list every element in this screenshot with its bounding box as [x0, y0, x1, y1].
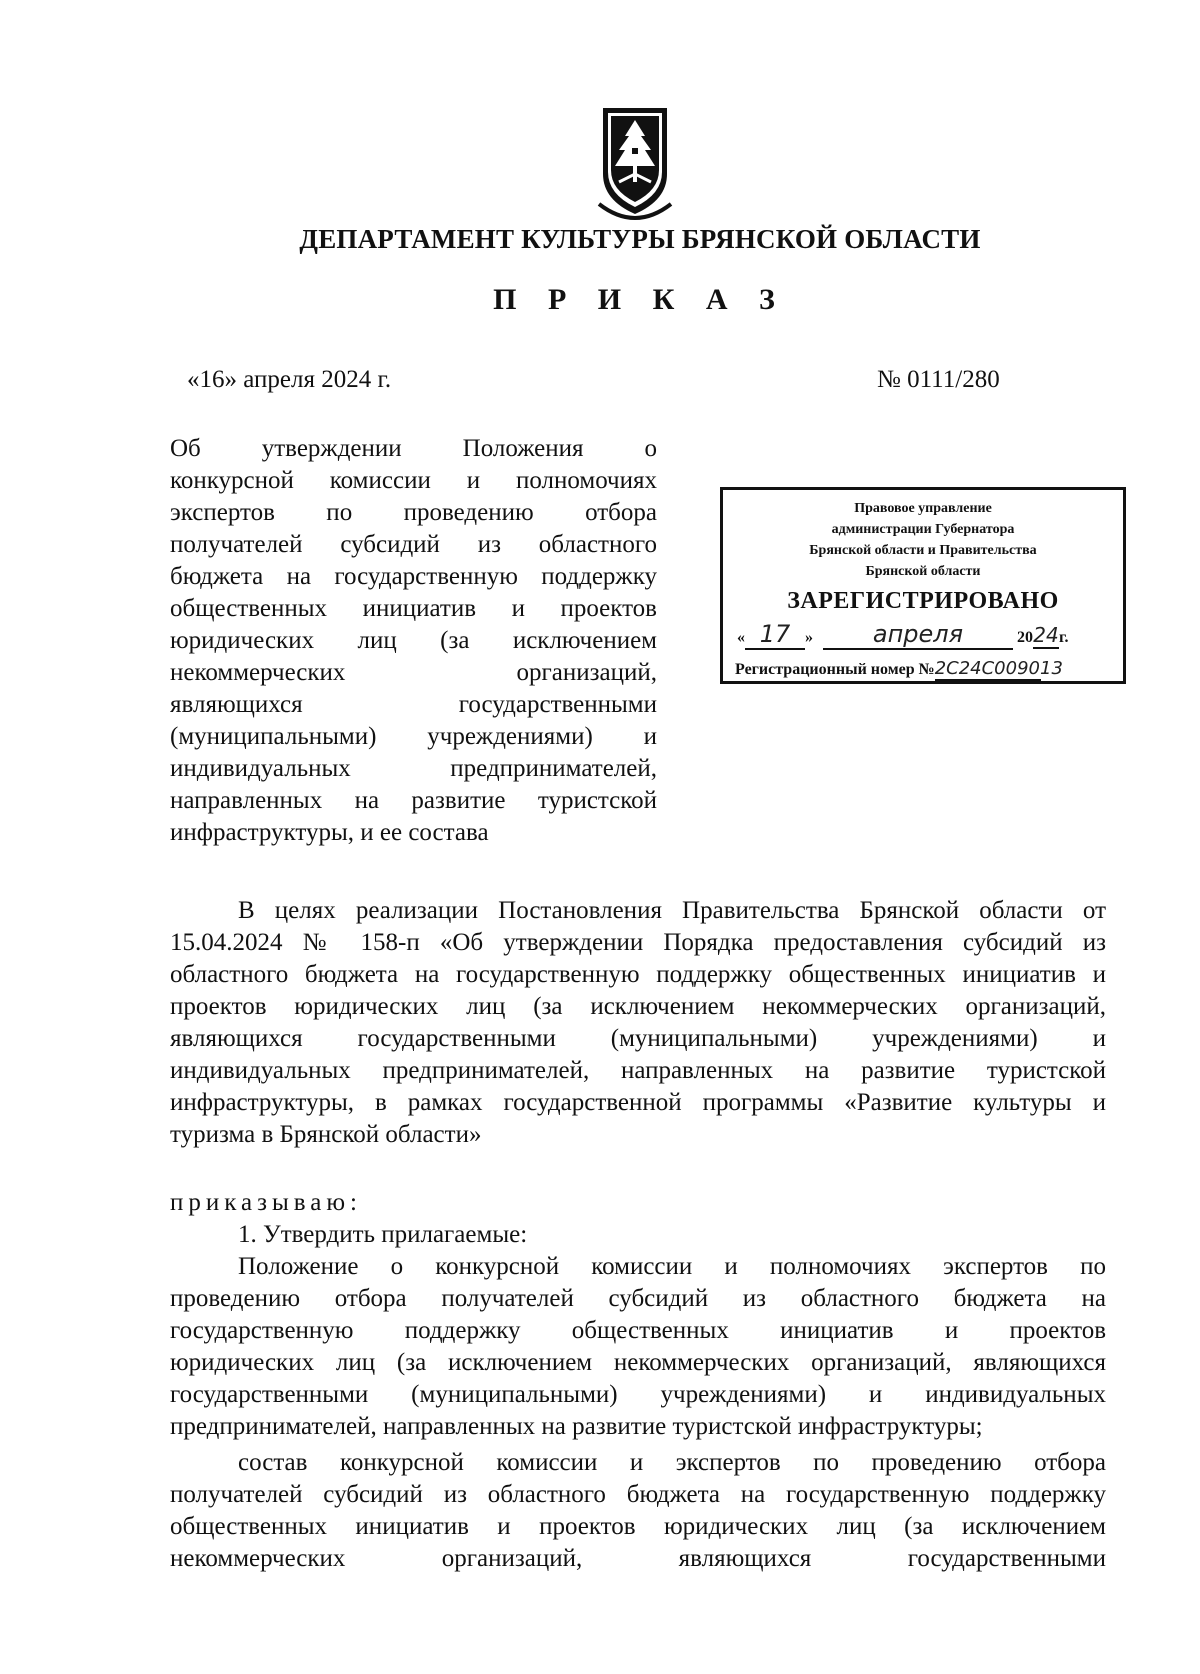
position-line: государственную поддержку общественных инициатив и проектов	[170, 1317, 1106, 1344]
stamp-quote-close: »	[805, 629, 813, 646]
position-line: предпринимателей, направленных на развитие туристской инфраструктуры;	[170, 1413, 983, 1440]
preamble-paragraph	[170, 895, 1106, 1151]
preamble-line: являющихся государственными (муниципальными) учреждениями) и	[170, 1025, 1106, 1052]
department-title: ДЕПАРТАМЕНТ КУЛЬТУРЫ БРЯНСКОЙ ОБЛАСТИ	[299, 224, 981, 254]
subject-line: экспертов по проведению отбора	[170, 499, 657, 526]
stamp-organization	[723, 498, 1123, 582]
stamp-reg-number-handwritten: 2С24С009013	[934, 658, 1063, 679]
stamp-reg-label: Регистрационный номер №	[735, 661, 935, 678]
composition-line: общественных инициатив и проектов юридических лиц (за исключением	[170, 1513, 1106, 1540]
order-subject	[170, 433, 657, 849]
position-line: государственными (муниципальными) учреждениями) и индивидуальных	[170, 1381, 1106, 1408]
position-line: юридических лиц (за исключением некоммерческих организаций, являющихся	[170, 1349, 1106, 1376]
order-item-1: 1. Утвердить прилагаемые:	[238, 1221, 528, 1248]
subject-line: направленных на развитие туристской	[170, 787, 657, 814]
stamp-quote-open: «	[737, 629, 745, 646]
position-line: проведению отбора получателей субсидий из областного бюджета на	[170, 1285, 1106, 1312]
preamble-line: В целях реализации Постановления Правительства Брянской области от	[238, 897, 1106, 924]
coat-of-arms-emblem	[597, 104, 673, 224]
subject-line: некоммерческих организаций,	[170, 659, 657, 686]
order-date: «16» апреля 2024 г.	[187, 366, 392, 393]
stamp-date-line	[737, 620, 1117, 650]
composition-line: получателей субсидий из областного бюджета на государственную поддержку	[170, 1481, 1106, 1508]
subject-line: (муниципальными) учреждениями) и	[170, 723, 657, 750]
subject-line: индивидуальных предпринимателей,	[170, 755, 657, 782]
stamp-year-prefix: 20	[1017, 629, 1033, 646]
stamp-day-handwritten: 17	[759, 620, 791, 648]
registration-stamp	[720, 487, 1126, 684]
subject-line: Об утверждении Положения о	[170, 435, 657, 462]
subject-line: конкурсной комиссии и полномочиях	[170, 467, 657, 494]
order-section	[170, 1187, 1106, 1575]
subject-line: общественных инициатив и проектов	[170, 595, 657, 622]
preamble-line: индивидуальных предпринимателей, направленных на развитие туристской	[170, 1057, 1106, 1084]
stamp-status: ЗАРЕГИСТРИРОВАНО	[787, 588, 1059, 614]
stamp-org-line: Брянской области и Правительства	[809, 543, 1037, 558]
stamp-year-handwritten: 24	[1033, 623, 1059, 647]
order-number: № 0111/280	[877, 366, 1000, 393]
subject-line: инфраструктуры, и ее состава	[170, 819, 489, 846]
composition-line: состав конкурсной комиссии и экспертов по проведению отбора	[238, 1449, 1106, 1476]
subject-line: бюджета на государственную поддержку	[170, 563, 657, 590]
document-type-title: П Р И К А З	[493, 283, 787, 316]
subject-line: являющихся государственными	[170, 691, 657, 718]
subject-line: получателей субсидий из областного	[170, 531, 657, 558]
stamp-month-handwritten: апреля	[872, 620, 964, 648]
stamp-org-line: администрации Губернатора	[831, 522, 1015, 537]
stamp-org-line: Брянской области	[865, 564, 981, 579]
stamp-registration-line	[735, 658, 1063, 681]
stamp-year-unit: г.	[1059, 629, 1069, 646]
preamble-line: проектов юридических лиц (за исключением некоммерческих организаций,	[170, 993, 1106, 1020]
preamble-line: областного бюджета на государственную поддержку общественных инициатив и	[170, 961, 1106, 988]
position-line: Положение о конкурсной комиссии и полномочиях экспертов по	[238, 1253, 1106, 1280]
stamp-org-line: Правовое управление	[854, 501, 992, 516]
composition-line: некоммерческих организаций, являющихся государственными	[170, 1545, 1106, 1572]
preamble-line: инфраструктуры, в рамках государственной программы «Развитие культуры и	[170, 1089, 1106, 1116]
subject-line: юридических лиц (за исключением	[170, 627, 657, 654]
preamble-line: туризма в Брянской области»	[170, 1121, 482, 1148]
preamble-line: 15.04.2024 № 158-п «Об утверждении Порядка предоставления субсидий из	[170, 929, 1106, 956]
order-word: приказываю:	[170, 1189, 362, 1216]
